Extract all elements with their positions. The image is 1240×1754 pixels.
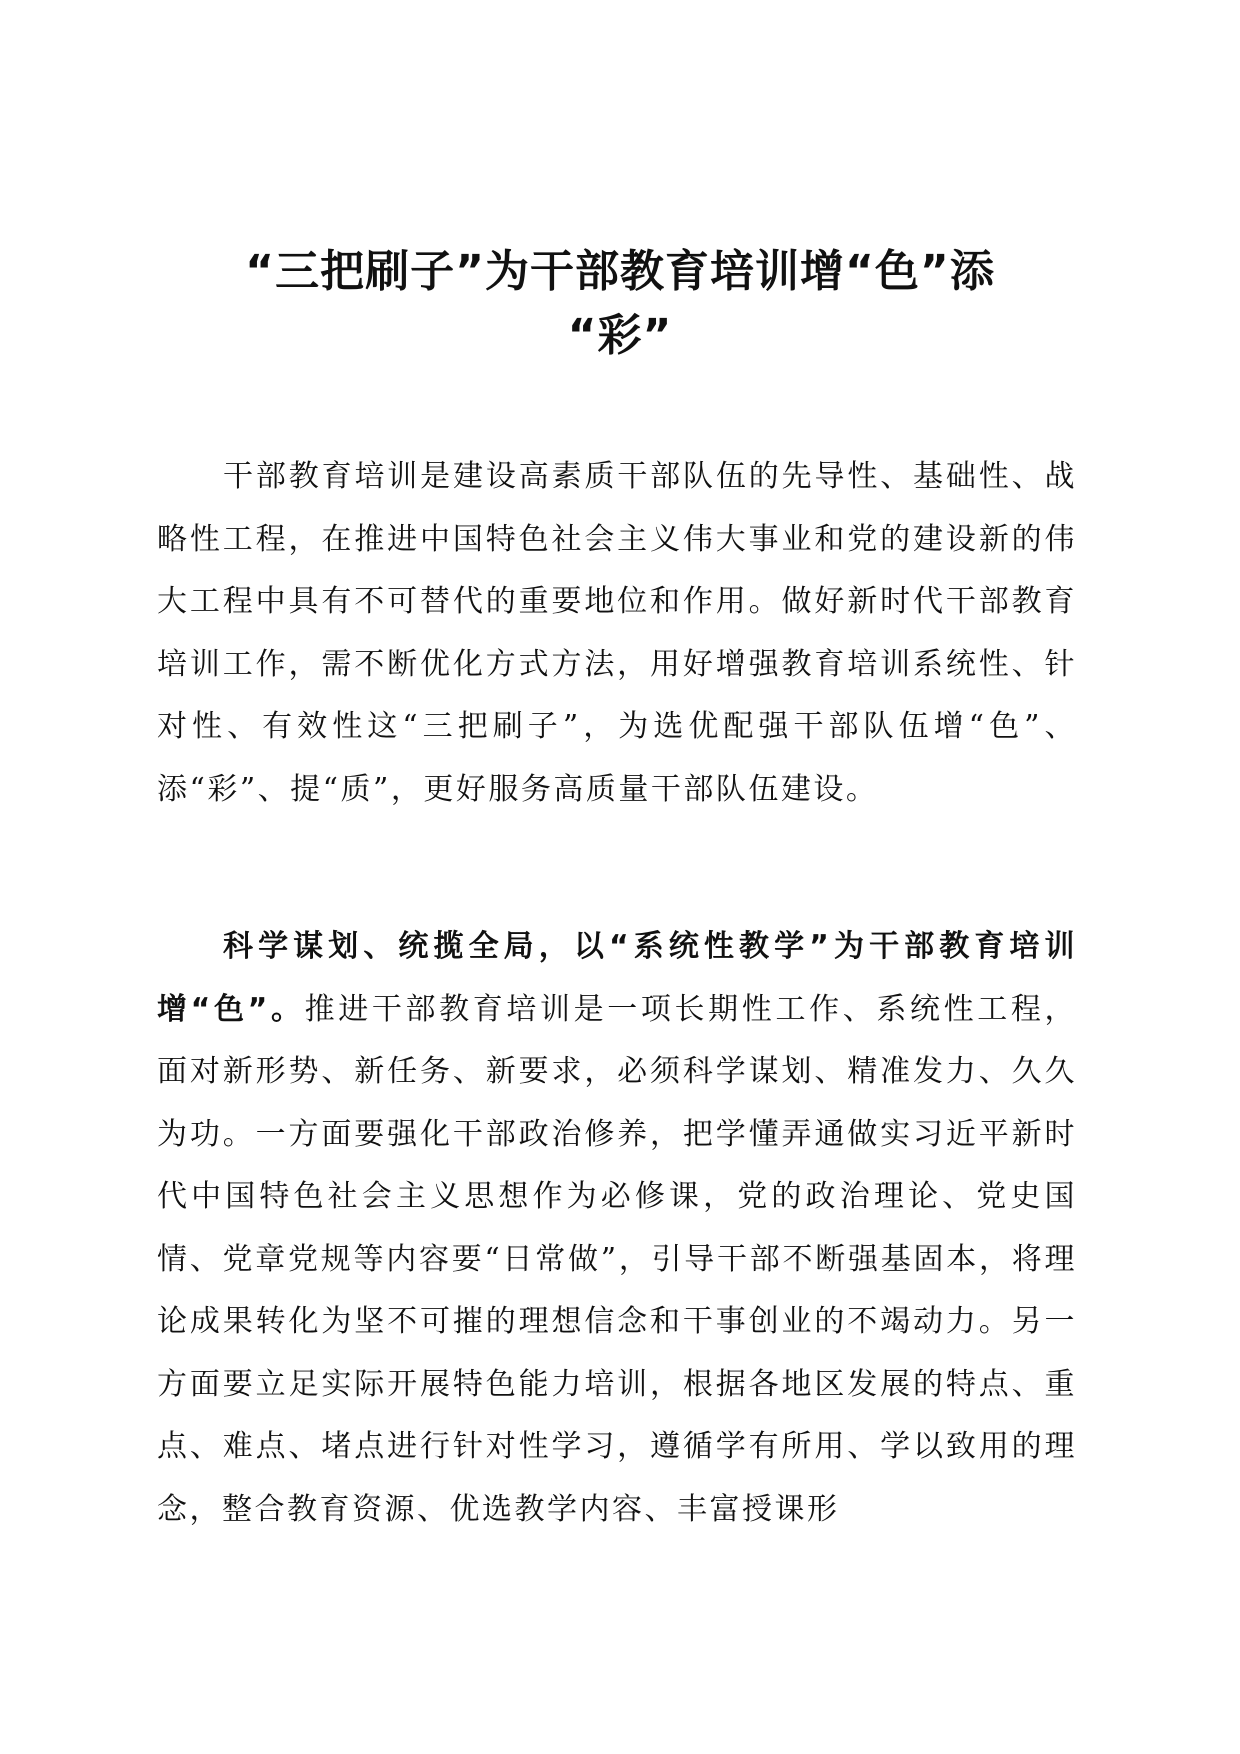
title-line-1: “三把刷子”为干部教育培训增“色”添 xyxy=(245,246,995,297)
paragraph-systematic-teaching xyxy=(157,916,1077,1541)
paragraph-body-text: 推进干部教育培训是一项长期性工作、系统性工程，面对新形势、新任务、新要求，必须科学谋划、精准发力、久久为功。一方面要强化干部政治修养，把学懂弄通做实习近平新时代中国特色社会主义思想作为必修课，党的政治理论、党史国情、党章党规等内容要“日常做”，引导干部不断强基固本，将理论成果转化为坚不可摧的理想信念和干事创业的不竭动力。另一方面要立足实际开展特色能力培训，根据各地区发展的特点、重点、难点、堵点进行针对性学习，遵循学有所用、学以致用的理念，整合教育资源、优选教学内容、丰富授课形 xyxy=(157,991,1077,1527)
document-title xyxy=(150,240,1090,368)
paragraph-intro: 干部教育培训是建设高素质干部队伍的先导性、基础性、战略性工程，在推进中国特色社会主义伟大事业和党的建设新的伟大工程中具有不可替代的重要地位和作用。做好新时代干部教育培训工作，需不断优化方式方法，用好增强教育培训系统性、针对性、有效性这“三把刷子”，为选优配强干部队伍增“色”、添“彩”、提“质”，更好服务高质量干部队伍建设。 xyxy=(157,459,1077,807)
paragraph-lead-heading: 科学谋划、统揽全局，以“系统性教学”为干部教育培训增“色”。 xyxy=(157,929,1077,1027)
title-line-2: “彩” xyxy=(567,310,673,361)
